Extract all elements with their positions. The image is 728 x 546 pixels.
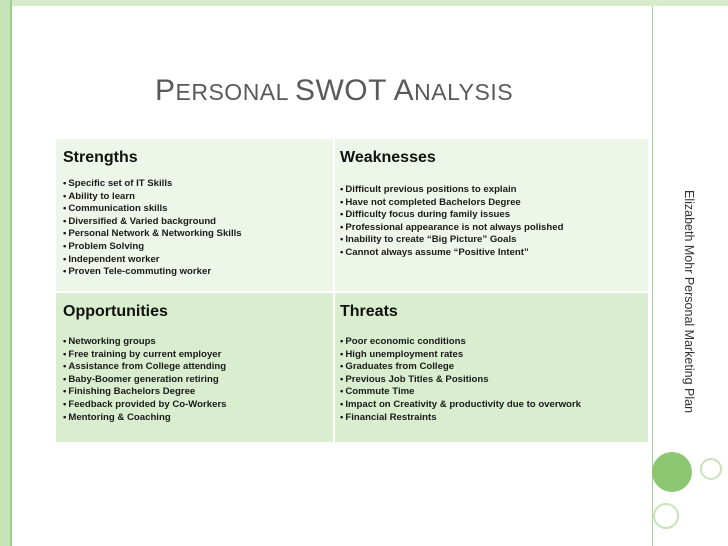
list-item [63,266,327,279]
list-item [340,209,642,222]
list-item [63,241,327,254]
opportunities-list [63,336,327,424]
list-item [63,203,327,216]
bullet-icon: • [63,386,67,398]
bullet-icon: • [340,336,344,347]
list-item [63,228,327,241]
list-item [63,361,327,374]
bullet-icon: • [340,196,344,208]
list-item [340,374,642,387]
list-item-text: Assistance from College attending [68,361,227,373]
bullet-icon: • [340,386,344,398]
swot-grid [56,139,650,444]
list-item-text: Cannot always assume “Positive Intent” [345,246,529,258]
list-item-text: Ability to learn [68,190,135,202]
list-item-text: Free training by current employer [68,348,222,360]
slide-frame-left-line [10,0,12,546]
list-item [340,247,642,260]
list-item-text: Professional appearance is not always polished [345,221,564,233]
list-item [340,399,642,412]
list-item-text: Difficult previous positions to explain [345,184,517,195]
list-item [63,191,327,204]
opportunities-heading: Opportunities [63,303,168,320]
side-caption: Elizabeth Mohr Personal Marketing Plan [682,190,696,414]
bullet-icon: • [63,411,67,423]
bullet-icon: • [63,203,67,215]
list-item [340,222,642,235]
bullet-icon: • [63,361,67,373]
list-item [63,374,327,387]
bullet-icon: • [63,253,67,265]
list-item-text: Previous Job Titles & Positions [345,373,489,385]
list-item-text: Networking groups [68,336,156,347]
list-item-text: Have not completed Bachelors Degree [345,196,521,208]
bullet-icon: • [63,266,67,278]
list-item-text: Independent worker [68,253,160,265]
list-item-text: High unemployment rates [345,348,464,360]
list-item-text: Finishing Bachelors Degree [68,386,196,398]
bullet-icon: • [63,228,67,240]
list-item [63,399,327,412]
slide-frame-top-band [12,0,728,6]
list-item-text: Commute Time [345,386,415,398]
list-item-text: Specific set of IT Skills [68,178,173,189]
list-item [340,184,642,197]
list-item-text: Feedback provided by Co-Workers [68,398,227,410]
decorative-circle-large [652,452,692,492]
list-item-text: Problem Solving [68,240,145,252]
strengths-heading: Strengths [63,149,138,166]
title-part: NALYSIS [414,79,514,105]
threats-heading: Threats [340,303,398,320]
list-item [340,361,642,374]
list-item-text: Baby-Boomer generation retiring [68,373,219,385]
list-item [63,254,327,267]
list-item-text: Poor economic conditions [345,336,466,347]
weaknesses-quadrant [335,139,650,293]
bullet-icon: • [340,221,344,233]
bullet-icon: • [340,411,344,423]
list-item [340,412,642,425]
list-item [63,412,327,425]
bullet-icon: • [63,178,67,189]
title-part: P [155,74,176,107]
slide-title [155,74,513,108]
list-item [63,216,327,229]
list-item [340,386,642,399]
bullet-icon: • [340,246,344,258]
title-part: SWOT A [294,74,415,107]
bullet-icon: • [340,361,344,373]
bullet-icon: • [63,240,67,252]
bullet-icon: • [63,190,67,202]
list-item [340,234,642,247]
list-item-text: Impact on Creativity & productivity due to overwork [345,398,581,410]
list-item [340,349,642,362]
list-item [63,178,327,191]
list-item [63,336,327,349]
list-item-text: Financial Restraints [345,411,437,423]
slide-frame-left-band [0,0,10,546]
decorative-circle-ring [653,503,679,529]
opportunities-quadrant [56,293,335,444]
bullet-icon: • [63,348,67,360]
bullet-icon: • [63,373,67,385]
list-item [63,349,327,362]
weaknesses-heading: Weaknesses [340,149,436,166]
list-item [340,336,642,349]
list-item-text: Inability to create “Big Picture” Goals [345,234,517,246]
weaknesses-list [340,184,642,260]
list-item-text: Diversified & Varied background [68,215,217,227]
list-item [340,197,642,210]
strengths-quadrant [56,139,335,293]
list-item-text: Difficulty focus during family issues [345,209,511,221]
strengths-list [63,178,327,279]
bullet-icon: • [63,398,67,410]
list-item [63,386,327,399]
list-item-text: Proven Tele-commuting worker [68,266,212,278]
threats-quadrant [335,293,650,444]
decorative-circle-small [700,458,722,480]
bullet-icon: • [340,234,344,246]
title-part: ERSONAL [175,79,295,105]
list-item-text: Communication skills [68,203,168,215]
list-item-text: Mentoring & Coaching [68,411,171,423]
threats-list [340,336,642,424]
bullet-icon: • [340,373,344,385]
bullet-icon: • [340,348,344,360]
list-item-text: Graduates from College [345,361,455,373]
bullet-icon: • [340,184,344,195]
bullet-icon: • [63,336,67,347]
bullet-icon: • [63,215,67,227]
bullet-icon: • [340,398,344,410]
bullet-icon: • [340,209,344,221]
list-item-text: Personal Network & Networking Skills [68,228,242,240]
